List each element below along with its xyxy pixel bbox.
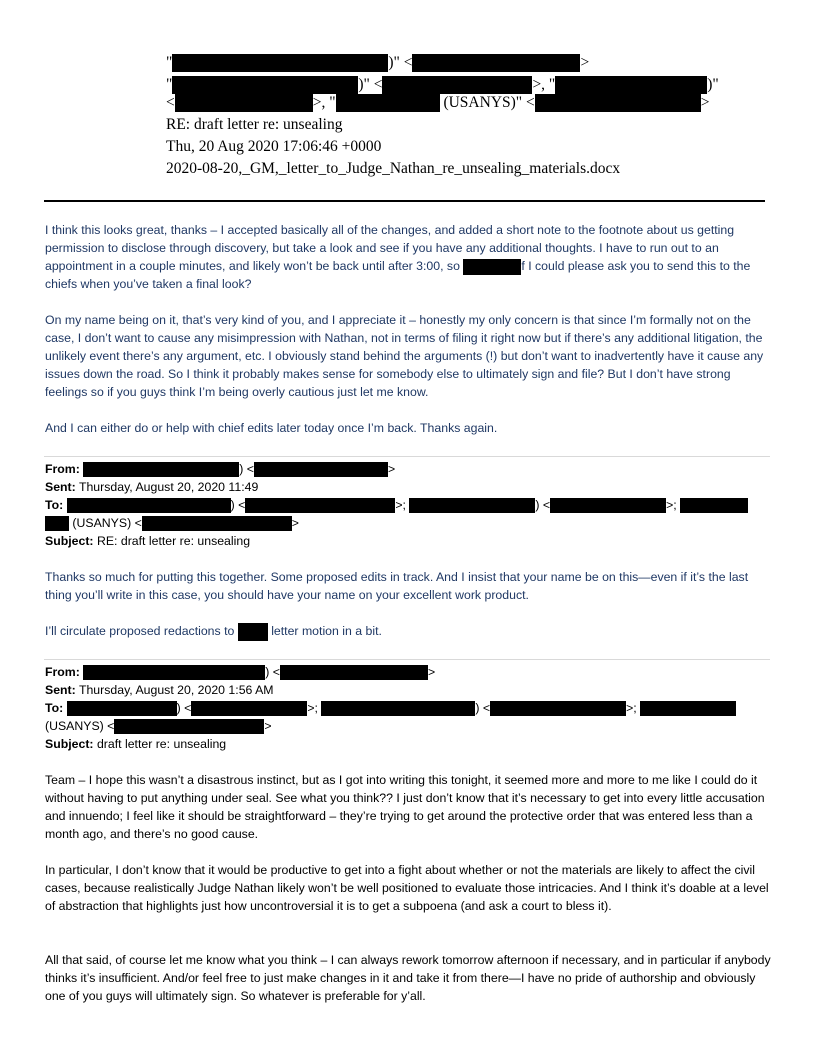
attachment-filename: 2020-08-20,_GM,_letter_to_Judge_Nathan_re_unsealing_materials.docx — [166, 160, 621, 177]
redaction — [83, 665, 265, 680]
redaction — [550, 498, 666, 513]
msg3-to-row: To: ) < >; ) < >; — [45, 699, 775, 717]
msg3-paragraph-2: In particular, I don’t know that it would be productive to get into a fight about whether or not the materials are likely to affect the civil cases, because realistically Judge Nathan likely won’t be well positioned to evaluate those intricacies. And I think it’s doable at a level of abstraction that highlights just how uncontroversial it is to get a subpoena (and ask a court to bless it). — [45, 863, 769, 913]
msg3-from-label: From: — [45, 665, 80, 679]
redaction — [142, 516, 292, 531]
msg3-sent-value: Thursday, August 20, 2020 1:56 AM — [78, 683, 274, 697]
redaction — [412, 54, 580, 72]
redaction — [172, 54, 388, 72]
redaction — [321, 701, 475, 716]
msg2-subject-row — [45, 532, 775, 550]
subject-value: RE: draft letter re: unsealing — [166, 116, 343, 133]
msg3-subject-label: Subject: — [45, 737, 94, 751]
msg3-sent-label: Sent: — [45, 683, 76, 697]
msg3-to-label: To: — [45, 701, 64, 715]
reply-paragraph-3: And I can either do or help with chief edits later today once I’m back. Thanks again. — [45, 421, 498, 435]
header-divider — [44, 200, 765, 202]
redaction — [191, 701, 307, 716]
msg3-subject-value: draft letter re: unsealing — [96, 737, 227, 751]
redaction — [409, 498, 535, 513]
msg2-from-row: From: ) < > — [45, 462, 396, 476]
msg2-paragraph-1: Thanks so much for putting this together. Some proposed edits in track. And I insist that your name be on this—even if it’s the last thing you’ll write in this case, you should have your name on your excellent work product. — [45, 570, 749, 602]
redaction — [336, 94, 440, 112]
date-value: Thu, 20 Aug 2020 17:06:46 +0000 — [166, 138, 382, 155]
msg2-paragraph-2: I’ll circulate proposed redactions to letter motion in a bit. — [45, 622, 775, 641]
redaction — [45, 516, 69, 531]
msg2-to-row: To: ) < >; ) < >; — [45, 496, 775, 514]
to-usanys: (USANYS)" — [443, 94, 523, 111]
msg3-from-row: From: ) < > — [45, 665, 436, 679]
msg2-from-label: From: — [45, 462, 80, 476]
redaction — [67, 498, 231, 513]
redaction — [640, 701, 736, 716]
redaction — [680, 498, 748, 513]
reply-paragraph-1: I think this looks great, thanks – I accepted basically all of the changes, and added a short note to the footnote about us getting permission to disclose through discovery, but take a look and see if you have any additional thoughts. I have to run out to an appointment in a couple minutes, and likely won’t be back until after 3:00, so f I could please ask you to send this to the chiefs when you’ve taken a final look? — [45, 223, 751, 291]
redaction — [280, 665, 428, 680]
msg2-to-label: To: — [45, 498, 64, 512]
redaction — [83, 462, 239, 477]
msg3-subject-row — [45, 735, 775, 753]
msg2-subject-value: RE: draft letter re: unsealing — [96, 534, 251, 548]
redaction — [114, 719, 264, 734]
msg2-sent-value: Thursday, August 20, 2020 11:49 — [78, 480, 259, 494]
redaction — [254, 462, 388, 477]
msg3-paragraph-1: Team – I hope this wasn’t a disastrous instinct, but as I got into writing this tonight, it seemed more and more to me like I could do it without having to put anything under seal. See what you think?? I just don’t know that it’s necessary to get into every little accusation and innuendo; I feel like it should be straightforward – they’re trying to get around the protective order that was entered less than a month ago, and there’s no good cause. — [45, 773, 765, 841]
msg3-paragraph-3: All that said, of course let me know what you think – I can always rework tomorrow afternoon if necessary, and in particular if anybody thinks it’s insufficient. And/or feel free to just make changes in it and take it from there—I have no pride of authorship and obviously one of you guys will ultimately sign. So whatever is preferable for y’all. — [45, 953, 771, 1003]
msg2-subject-label: Subject: — [45, 534, 94, 548]
msg3-to-row-2: (USANYS) < > — [45, 719, 272, 733]
message-separator — [44, 456, 770, 457]
redaction — [238, 623, 268, 641]
msg2-sent-row — [45, 478, 775, 496]
msg3-sent-row — [45, 681, 775, 699]
redaction — [67, 701, 177, 716]
redaction — [535, 94, 701, 112]
redaction — [490, 701, 626, 716]
message-separator — [44, 659, 770, 660]
redaction — [175, 94, 313, 112]
redaction — [245, 498, 395, 513]
reply-paragraph-2: On my name being on it, that’s very kind of you, and I appreciate it – honestly my only concern is that since I’m formally not on the case, I don’t want to cause any misimpression with Nathan, not in terms of filing it right now but if there’s any additional litigation, the unlikely event there’s any argument, etc. I obviously stand behind the arguments (!) but don’t want to inadvertently have it cause any issues down the road. So I think it probably makes sense for somebody else to ultimately sign and file? But I don’t have strong feelings so if you guys think I’m being overly cautious just let me know. — [45, 313, 764, 399]
msg2-to-row-2: (USANYS) < > — [45, 514, 775, 532]
redaction — [463, 259, 521, 275]
msg2-sent-label: Sent: — [45, 480, 76, 494]
